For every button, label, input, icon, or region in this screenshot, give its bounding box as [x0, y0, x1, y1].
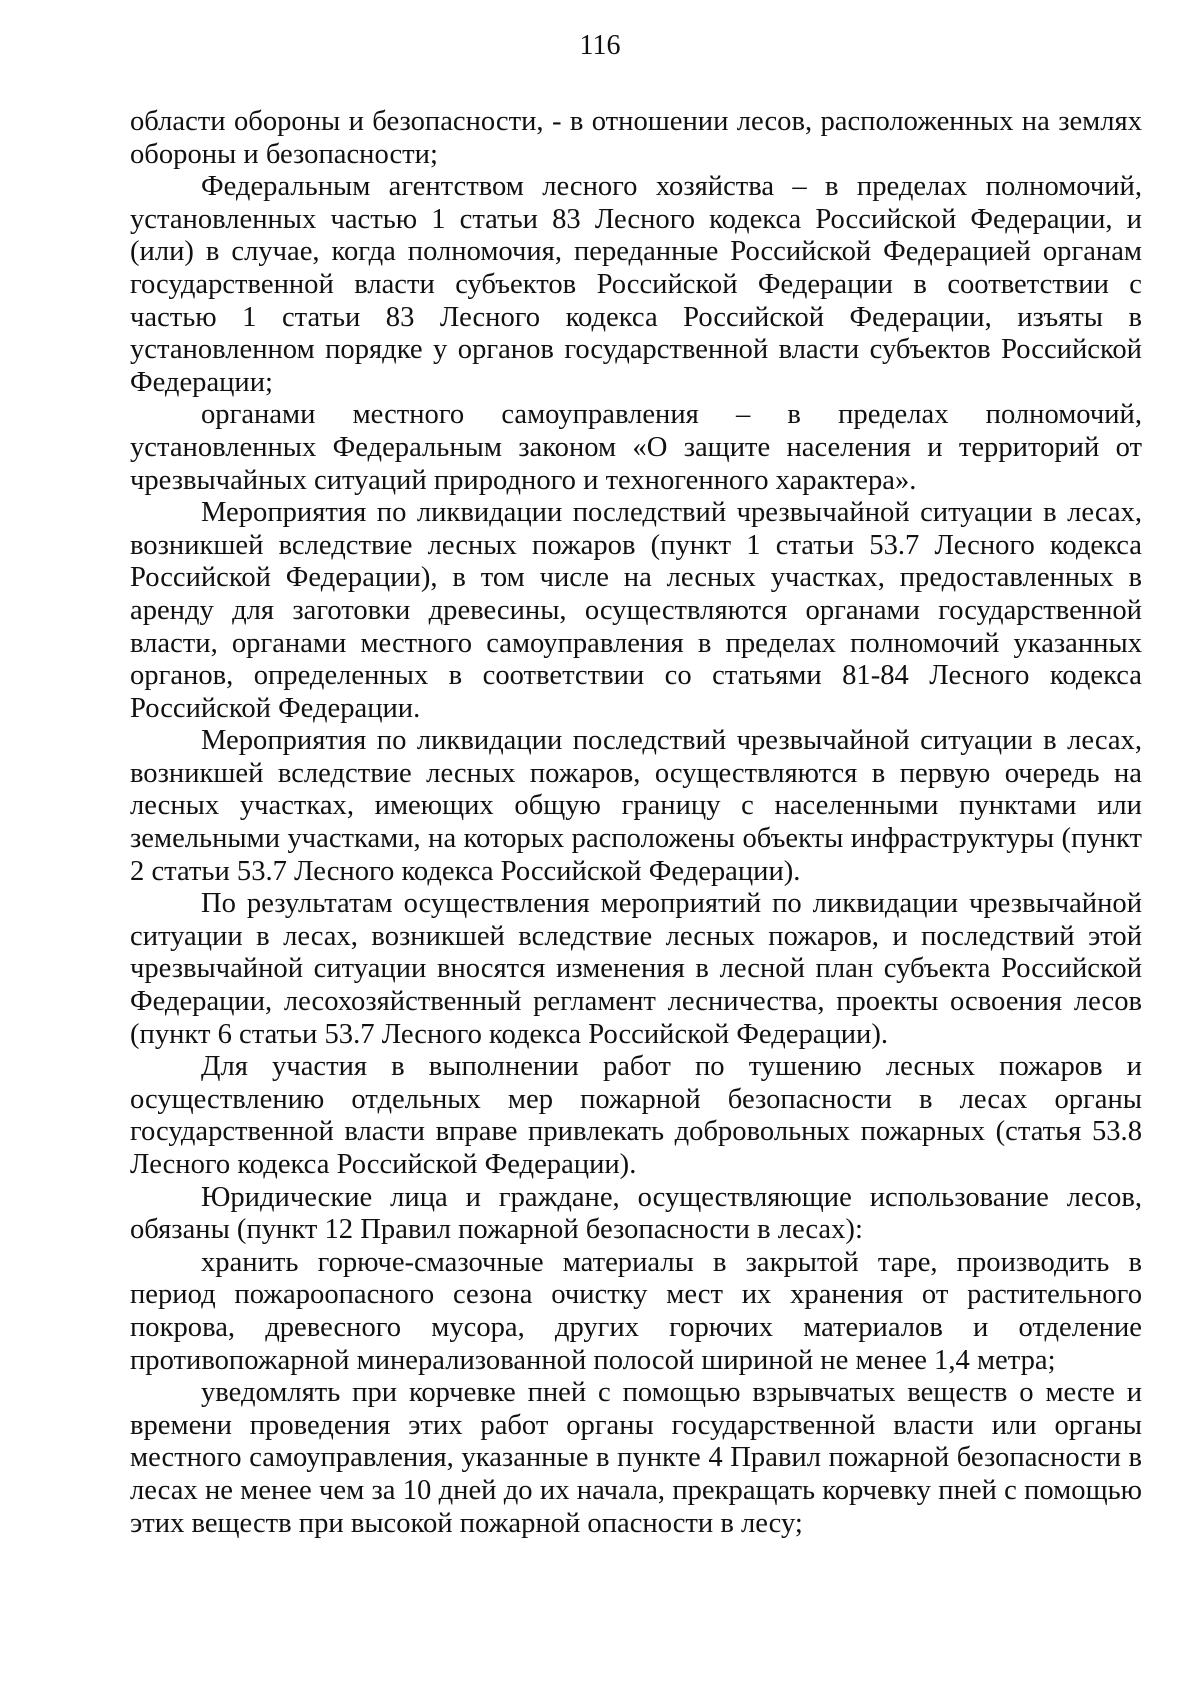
page-number: 116	[579, 30, 621, 61]
paragraph: По результатам осуществления мероприятий по ликвидации чрезвычайной ситуации в лесах, возникшей вследствие лесных пожаров, и последствий этой чрезвычайной ситуации вносятся изменения в лесной план субъекта Российской Федерации, лесохозяйственный регламент лесничества, проекты освоения лесов (пункт 6 статьи 53.7 Лесного кодекса Российской Федерации).	[130, 888, 1142, 1050]
paragraph: Федеральным агентством лесного хозяйства – в пределах полномочий, установленных частью 1 статьи 83 Лесного кодекса Российской Федерации, и (или) в случае, когда полномочия, переданные Российской Федерацией органам государственной власти субъектов Российской Федерации в соответствии с частью 1 статьи 83 Лесного кодекса Российской Федерации, изъяты в установленном порядке у органов государственной власти субъектов Российской Федерации;	[130, 171, 1142, 398]
paragraph: области обороны и безопасности, - в отношении лесов, расположенных на землях обороны и безопасности;	[130, 106, 1142, 170]
paragraph: Для участия в выполнении работ по тушению лесных пожаров и осуществлению отдельных мер пожарной безопасности в лесах органы государственной власти вправе привлекать добровольных пожарных (статья 53.8 Лесного кодекса Российской Федерации).	[130, 1051, 1142, 1180]
paragraph: уведомлять при корчевке пней с помощью взрывчатых веществ о месте и времени проведения этих работ органы государственной власти или органы местного самоуправления, указанные в пункте 4 Правил пожарной безопасности в лесах не менее чем за 10 дней до их начала, прекращать корчевку пней с помощью этих веществ при высокой пожарной опасности в лесу;	[130, 1377, 1142, 1539]
body-text	[130, 106, 1142, 1540]
paragraph: Юридические лица и граждане, осуществляющие использование лесов, обязаны (пункт 12 Правил пожарной безопасности в лесах):	[130, 1181, 1142, 1246]
paragraph: Мероприятия по ликвидации последствий чрезвычайной ситуации в лесах, возникшей вследствие лесных пожаров, осуществляются в первую очередь на лесных участках, имеющих общую границу с населенными пунктами или земельными участками, на которых расположены объекты инфраструктуры (пункт 2 статьи 53.7 Лесного кодекса Российской Федерации).	[130, 725, 1142, 887]
paragraph: органами местного самоуправления – в пределах полномочий, установленных Федеральным законом «О защите населения и территорий от чрезвычайных ситуаций природного и техногенного характера».	[130, 399, 1142, 496]
paragraph: хранить горюче-смазочные материалы в закрытой таре, производить в период пожароопасного сезона очистку мест их хранения от растительного покрова, древесного мусора, других горючих материалов и отделение противопожарной минерализованной полосой шириной не менее 1,4 метра;	[130, 1246, 1142, 1376]
paragraph: Мероприятия по ликвидации последствий чрезвычайной ситуации в лесах, возникшей вследствие лесных пожаров (пункт 1 статьи 53.7 Лесного кодекса Российской Федерации), в том числе на лесных участках, предоставленных в аренду для заготовки древесины, осуществляются органами государственной власти, органами местного самоуправления в пределах полномочий указанных органов, определенных в соответствии со статьями 81-84 Лесного кодекса Российской Федерации.	[130, 497, 1142, 724]
